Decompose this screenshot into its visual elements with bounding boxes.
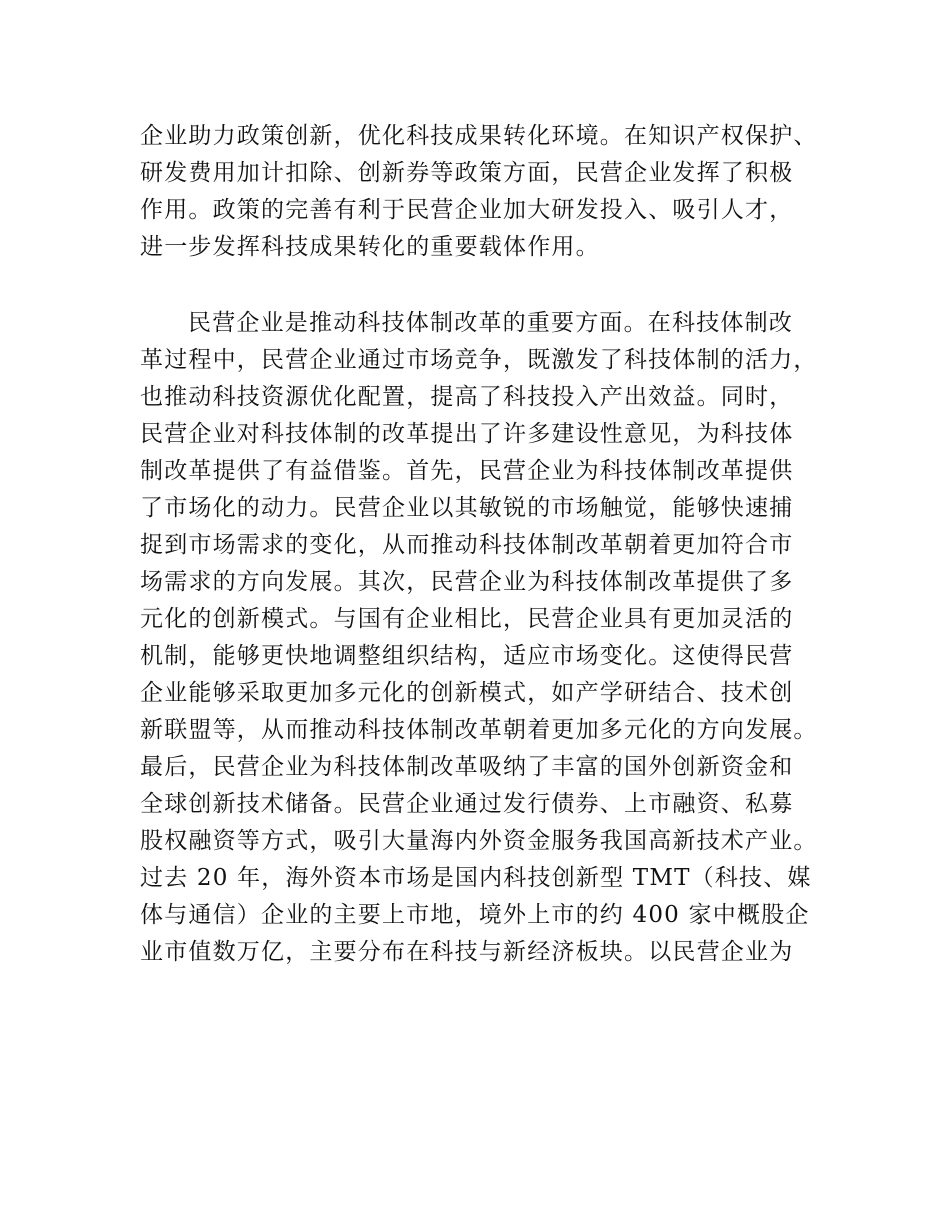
text-line: 作用。政策的完善有利于民营企业加大研发投入、吸引人才， — [140, 197, 794, 223]
text-line: 企业能够采取更加多元化的创新模式，如产学研结合、技术创 — [140, 680, 794, 706]
text-line: 了市场化的动力。民营企业以其敏锐的市场触觉，能够快速捕 — [140, 495, 794, 521]
text-line: 民营企业是推动科技体制改革的重要方面。在科技体制改 — [188, 310, 793, 336]
text-line: 制改革提供了有益借鉴。首先，民营企业为科技体制改革提供 — [140, 458, 794, 484]
text-line: 最后，民营企业为科技体制改革吸纳了丰富的国外创新资金和 — [140, 754, 794, 780]
paragraph-1 — [140, 118, 820, 266]
text-line: 新联盟等，从而推动科技体制改革朝着更加多元化的方向发展。 — [140, 717, 818, 743]
text-line: 也推动科技资源优化配置，提高了科技投入产出效益。同时， — [140, 384, 794, 410]
text-line: 进一步发挥科技成果转化的重要载体作用。 — [140, 234, 600, 260]
text-line: 研发费用加计扣除、创新券等政策方面，民营企业发挥了积极 — [140, 160, 794, 186]
text-line: 捉到市场需求的变化，从而推动科技体制改革朝着更加符合市 — [140, 532, 794, 558]
paragraph-2 — [140, 305, 820, 971]
text-line: 民营企业对科技体制的改革提出了许多建设性意见，为科技体 — [140, 421, 794, 447]
text-line: 机制，能够更快地调整组织结构，适应市场变化。这使得民营 — [140, 643, 794, 669]
text-line: 股权融资等方式，吸引大量海内外资金服务我国高新技术产业。 — [140, 828, 818, 854]
text-line: 体与通信）企业的主要上市地，境外上市的约 400 家中概股企 — [140, 902, 810, 928]
text-line: 场需求的方向发展。其次，民营企业为科技体制改革提供了多 — [140, 569, 794, 595]
text-line: 企业助力政策创新，优化科技成果转化环境。在知识产权保护、 — [140, 123, 818, 149]
text-line: 革过程中，民营企业通过市场竞争，既激发了科技体制的活力， — [140, 347, 818, 373]
text-line: 全球创新技术储备。民营企业通过发行债券、上市融资、私募 — [140, 791, 794, 817]
text-line: 过去 20 年，海外资本市场是国内科技创新型 TMT（科技、媒 — [140, 865, 812, 891]
text-line: 元化的创新模式。与国有企业相比，民营企业具有更加灵活的 — [140, 606, 794, 632]
text-line: 业市值数万亿，主要分布在科技与新经济板块。以民营企业为 — [140, 939, 794, 965]
